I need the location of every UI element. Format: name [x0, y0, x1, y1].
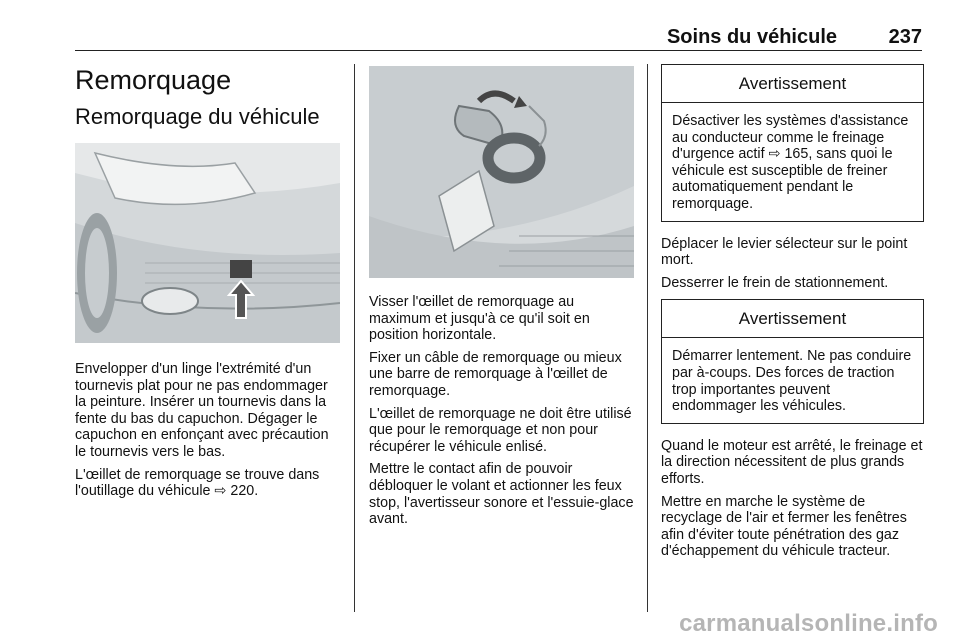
warning-text: Démarrer lentement. Ne pas conduire par à-coups. Des forces de traction trop importantes peuvent endommager les véhicules. — [672, 348, 912, 415]
paragraph: Visser l'œillet de remorquage au maximum et jusqu'à ce qu'il soit en position horizontale. — [369, 294, 590, 344]
warning-box — [661, 299, 924, 423]
warning-text: Désactiver les systèmes d'assistance au conducteur comme le freinage d'urgence actif ⇨ 165, sans quoi le véhicule est susceptible de freiner automatiquement pendant le remorquage. — [672, 113, 909, 212]
paragraph: Déplacer le levier sélecteur sur le point mort. — [661, 235, 908, 269]
warning-box — [661, 64, 924, 222]
paragraph: L'œillet de remorquage se trouve dans l'outillage du véhicule ⇨ 220. — [75, 466, 320, 500]
column-1 — [75, 64, 340, 506]
section-title: Soins du véhicule — [666, 26, 837, 48]
towing-eye-illustration — [369, 66, 634, 278]
bumper-cap-illustration — [75, 143, 340, 343]
paragraph: Fixer un câble de remorquage ou mieux une barre de remorquage à l'œillet de remorquage. — [369, 349, 622, 399]
paragraph: Mettre en marche le système de recyclage de l'air et fermer les fenêtres afin d'éviter toute pénétration des gaz d'échappement du véhicule tracteur. — [661, 493, 907, 560]
paragraph: Mettre le contact afin de pouvoir débloquer le volant et actionner les feux stop, l'avertisseur sonore et l'essuie-glace avant. — [369, 461, 634, 528]
page-header — [75, 26, 922, 51]
paragraph: Envelopper d'un linge l'extrémité d'un tournevis plat pour ne pas endommager la peinture. Insérer un tournevis dans la fente du bas du capuchon. Dégager le capuchon en enfonçant avec précaution le tournevis vers le bas. — [75, 361, 329, 460]
paragraph: L'œillet de remorquage ne doit être utilisé que pour le remorquage et non pour récupérer le véhicule enlisé. — [369, 405, 632, 455]
section-heading: Remorquage du véhicule — [75, 104, 320, 129]
paragraph: Quand le moteur est arrêté, le freinage et la direction nécessitent de plus grands efforts. — [661, 437, 923, 487]
warning-title: Avertissement — [662, 65, 923, 103]
column-divider — [647, 64, 648, 612]
column-2 — [369, 64, 634, 534]
warning-title: Avertissement — [662, 300, 923, 338]
paragraph: Desserrer le frein de stationnement. — [661, 274, 889, 291]
watermark: carmanualsonline.info — [679, 610, 938, 637]
column-divider — [354, 64, 355, 612]
column-3 — [661, 64, 924, 566]
chapter-title: Remorquage — [75, 65, 232, 95]
page-number: 237 — [888, 26, 922, 48]
